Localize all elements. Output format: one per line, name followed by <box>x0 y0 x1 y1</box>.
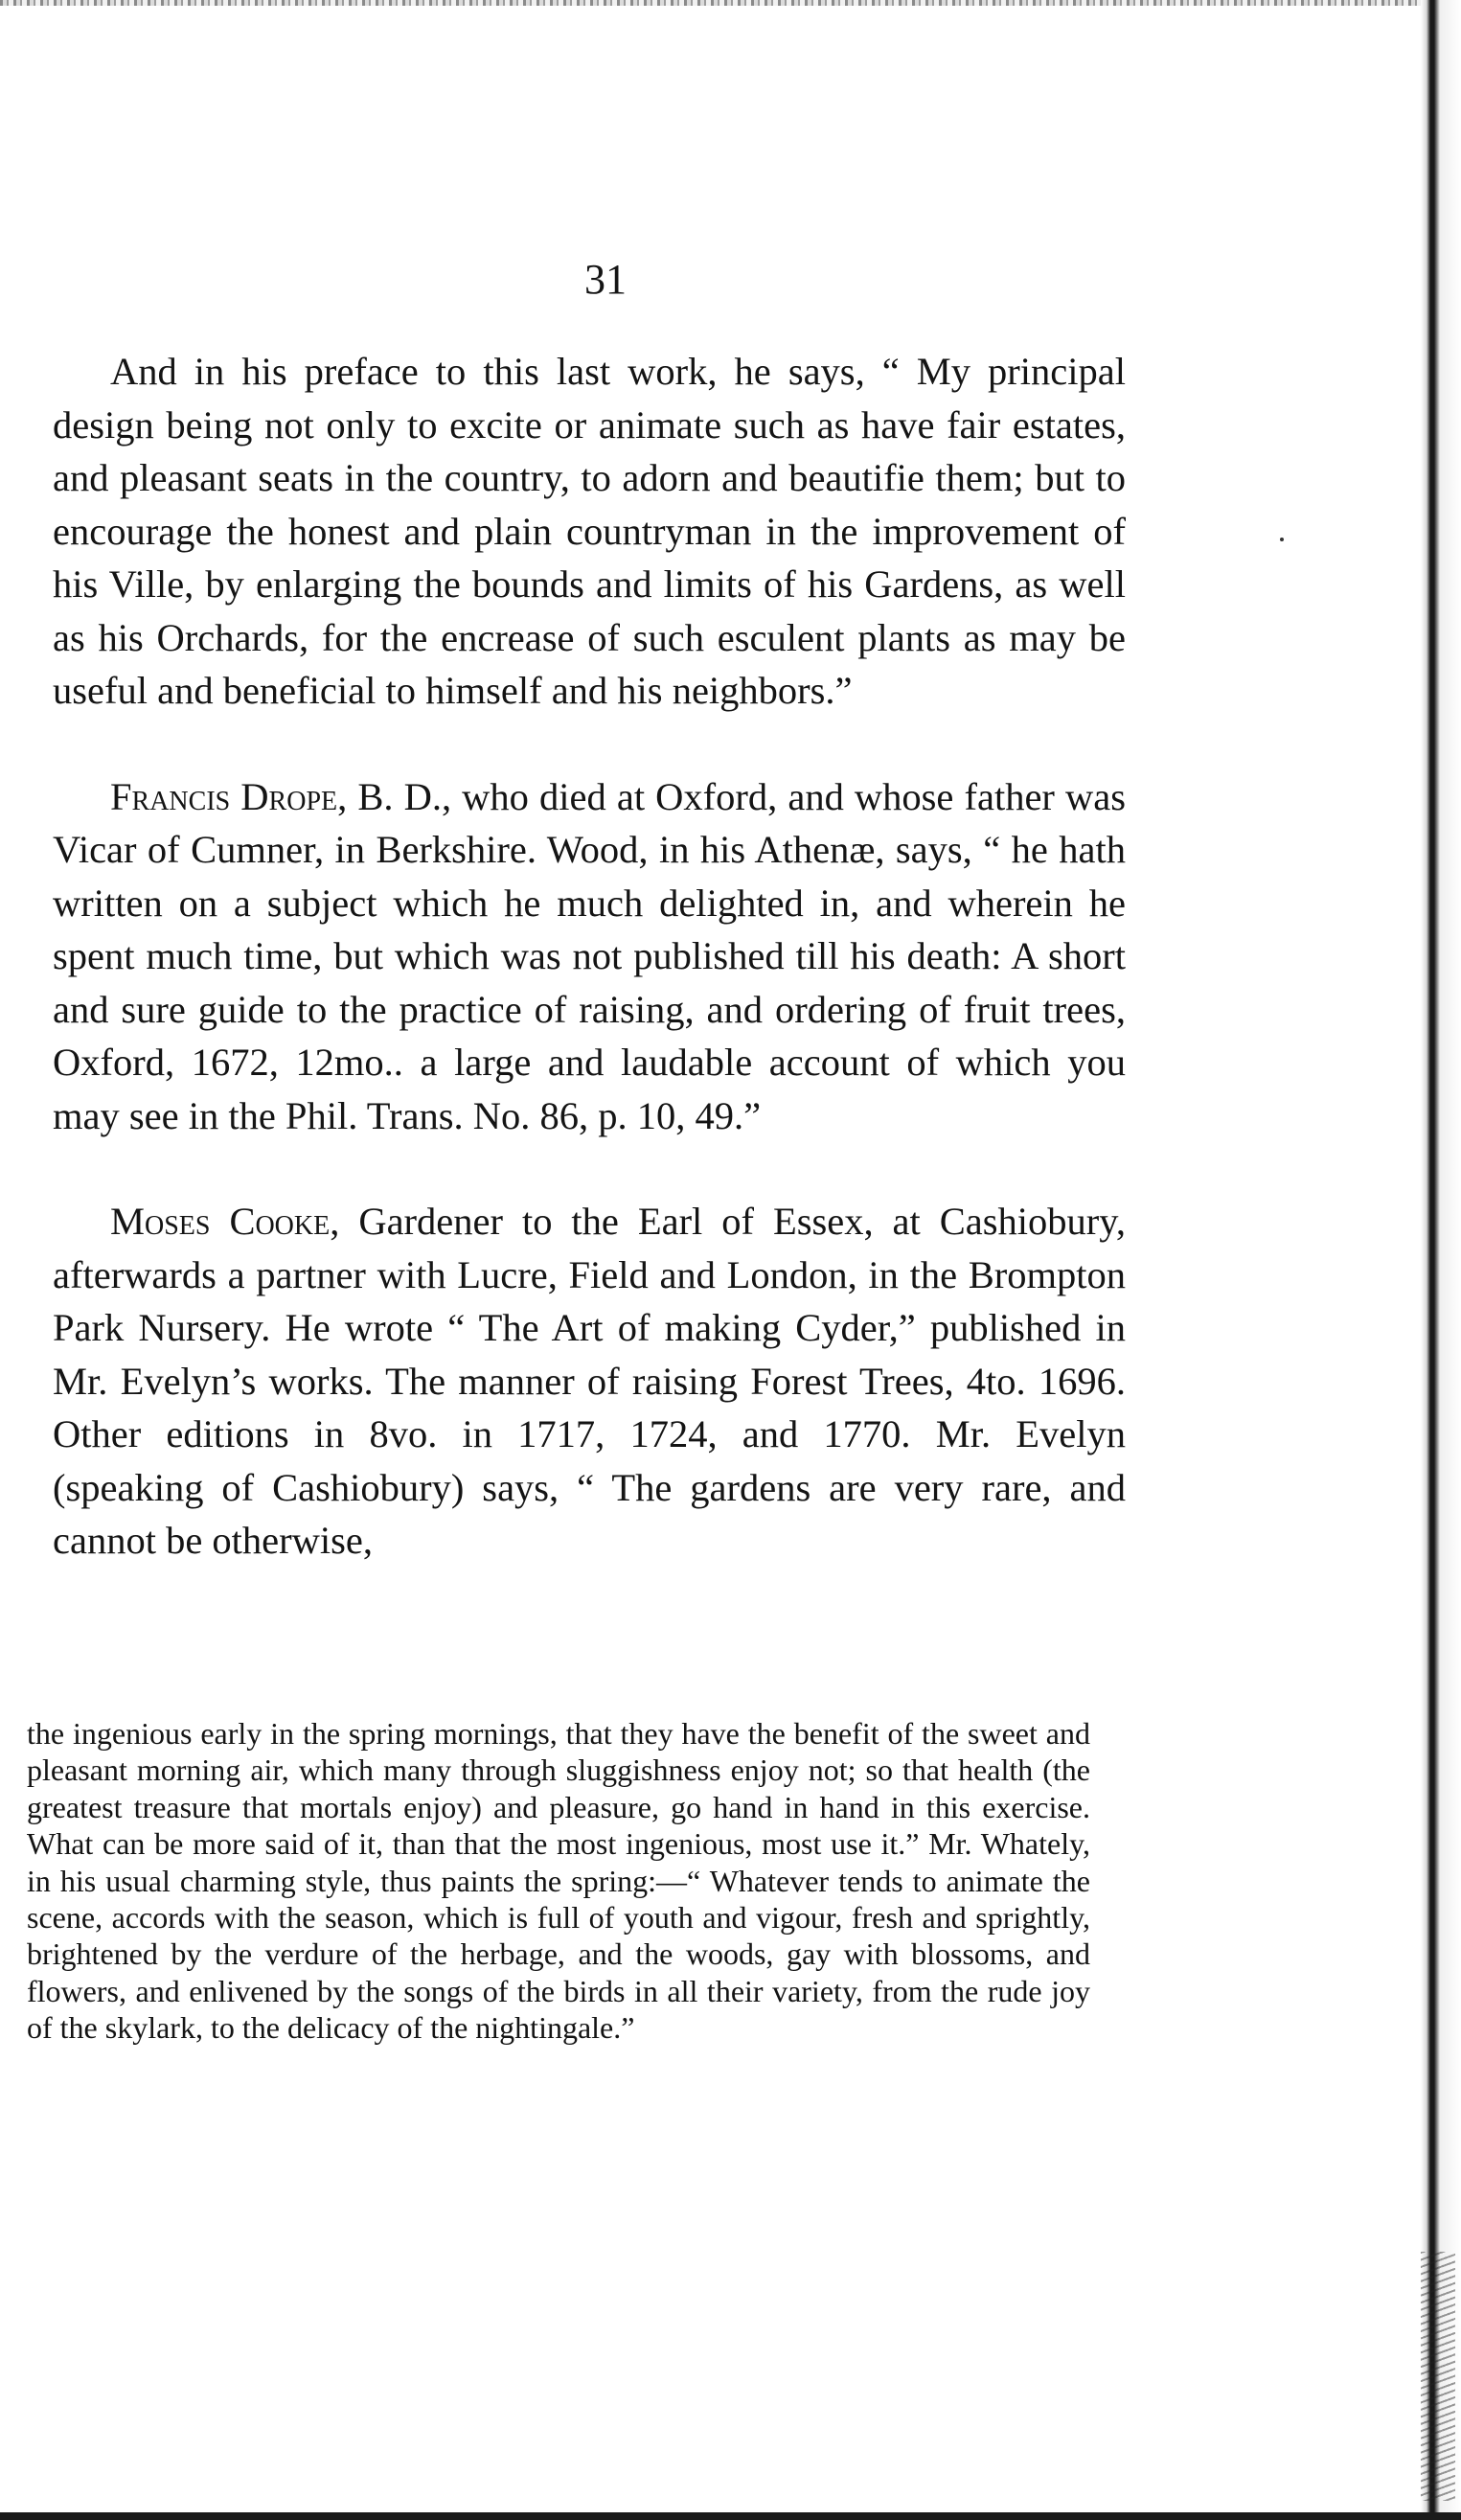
page-binding-edge <box>1421 0 1461 2520</box>
paragraph-moses-cooke <box>53 1195 1126 1568</box>
entry-name-francis-drope: Francis Drope <box>110 774 338 818</box>
page-top-edge <box>0 0 1461 6</box>
paragraph-preface-quote: And in his preface to this last work, he says, “ My principal design being not only to excite or animate such as have fair estates, and pleasant seats in the country, to adorn and beautifie them; but to encourage the honest and plain countryman in the improvement of his Ville, by enlarging the bounds and limits of his Gardens, as well as his Orchards, for the encrease of such esculent plants as may be useful and beneficial to himself and his neighbors.” <box>53 350 1126 712</box>
entry-text-moses-cooke: , Gardener to the Earl of Essex, at Cashiobury, afterwards a partner with Lucre, Field and London, in the Brompton Park Nursery. He wrote “ The Art of making Cyder,” published in Mr. Evelyn’s works. The manner of raising Forest Trees, 4to. 1696. Other editions in 8vo. in 1717, 1724, and 1770. Mr. Evelyn (speaking of Cashiobury) says, “ The gardens are very rare, and cannot be otherwise, <box>53 1200 1126 1562</box>
page-number: 31 <box>584 256 627 303</box>
page-edge-texture <box>1421 2252 1455 2501</box>
footnote <box>27 1715 1090 2047</box>
footnote-text: the ingenious early in the spring mornings, that they have the benefit of the sweet and pleasant morning air, which many through sluggishness enjoy not; so that health (the greatest treasure that mortals enjoy) and pleasure, go hand in hand in this exercise. What can be more said of it, than that the most ingenious, most use it.” Mr. Whately, in his usual charming style, thus paints the spring:—“ Whatever tends to animate the scene, accords with the season, which is full of youth and vigour, fresh and sprightly, brightened by the verdure of the herbage, and the woods, gay with blossoms, and flowers, and enlivened by the songs of the birds in all their variety, from the rude joy of the skylark, to the delicacy of the nightingale.” <box>27 1716 1090 2046</box>
paragraph-francis-drope <box>53 770 1126 1143</box>
page-bottom-edge <box>0 2512 1461 2520</box>
print-speck <box>1280 538 1284 541</box>
entry-text-francis-drope: , B. D., who died at Oxford, and whose father was Vicar of Cumner, in Berkshire. Wood, in his Athenæ, says, “ he hath written on a subject which he much delighted in, and wherein he spent much time, but which was not published till his death: A short and sure guide to the practice of raising, and ordering of fruit trees, Oxford, 1672, 12mo.. a large and laudable account of which you may see in the Phil. Trans. No. 86, p. 10, 49.” <box>53 774 1126 1137</box>
entry-name-moses-cooke: Moses Cooke <box>110 1200 331 1243</box>
main-text <box>53 345 1126 1568</box>
